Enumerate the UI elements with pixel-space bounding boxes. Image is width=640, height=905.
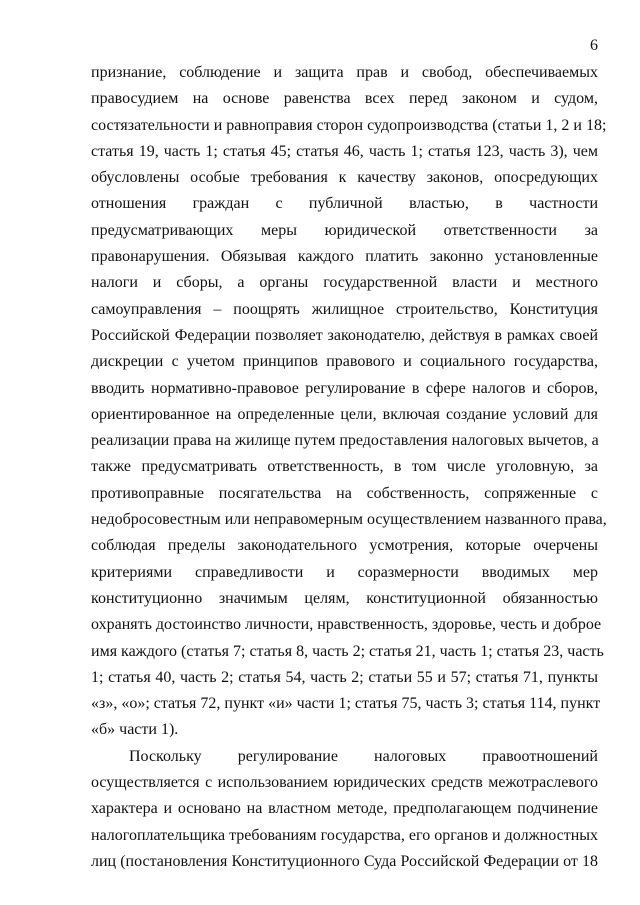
document-body: [91, 60, 607, 875]
text-line: Поскольку регулирование налоговых правоотношений: [129, 747, 598, 765]
text-line: также предусматривать ответственность, в том числе уголовную, за: [91, 458, 598, 476]
paragraph-2: [91, 744, 598, 875]
text-line: конституционно значимым целям, конституционной обязанностью: [91, 589, 598, 607]
text-line: критериями справедливости и соразмерности вводимых мер: [91, 563, 598, 581]
text-line: обусловлены особые требования к качеству законов, опосредующих: [91, 169, 598, 187]
text-line: признание, соблюдение и защита прав и свобод, обеспечиваемых: [91, 64, 598, 81]
text-line: противоправные посягательства на собственность, сопряженные с: [91, 484, 598, 502]
text-line: осуществляется с использованием юридических средств межотраслевого: [91, 774, 598, 792]
text-line: налогоплательщика требованиям государства, его органов и должностных: [91, 826, 598, 844]
text-line: отношения граждан с публичной властью, в частности: [91, 195, 598, 213]
text-line: лиц (постановления Конституционного Суда Российской Федерации от 18: [91, 852, 598, 870]
text-line: налоги и сборы, а органы государственной власти и местного: [91, 274, 598, 292]
paragraph-1: [91, 60, 607, 744]
text-line: охранять достоинство личности, нравственность, здоровье, честь и доброе: [91, 616, 602, 634]
text-line: вводить нормативно-правовое регулирование в сфере налогов и сборов,: [91, 379, 598, 397]
text-line: «б» части 1).: [91, 721, 179, 739]
text-line: состязательности и равноправия сторон судопроизводства (статьи 1, 2 и 18;: [91, 116, 607, 134]
text-line: ориентированное на определенные цели, включая создание условий для: [91, 405, 598, 423]
text-line: реализации права на жилище путем предоставления налоговых вычетов, а: [91, 432, 599, 450]
text-line: правонарушения. Обязывая каждого платить законно установленные: [91, 248, 598, 266]
text-line: дискреции с учетом принципов правового и социального государства,: [91, 353, 598, 371]
text-line: «з», «о»; статья 72, пункт «и» части 1; статья 75, часть 3; статья 114, пункт: [91, 695, 601, 713]
text-line: статья 19, часть 1; статья 45; статья 46, часть 1; статья 123, часть 3), чем: [91, 142, 598, 160]
text-line: правосудием на основе равенства всех перед законом и судом,: [91, 90, 598, 108]
page-number: 6: [590, 37, 598, 54]
text-line: недобросовестным или неправомерным осуществлением названного права,: [91, 511, 607, 529]
text-line: 1; статья 40, часть 2; статья 54, часть 2; статьи 55 и 57; статья 71, пункты: [91, 668, 598, 686]
text-line: Российской Федерации позволяет законодателю, действуя в рамках своей: [91, 326, 598, 344]
text-line: имя каждого (статья 7; статья 8, часть 2; статья 21, часть 1; статья 23, часть: [91, 642, 604, 660]
text-line: предусматривающих меры юридической ответственности за: [91, 221, 598, 239]
text-line: соблюдая пределы законодательного усмотрения, которые очерчены: [91, 537, 598, 555]
text-line: самоуправления – поощрять жилищное строительство, Конституция: [91, 300, 598, 318]
text-line: характера и основано на властном методе, предполагающем подчинение: [91, 800, 598, 818]
